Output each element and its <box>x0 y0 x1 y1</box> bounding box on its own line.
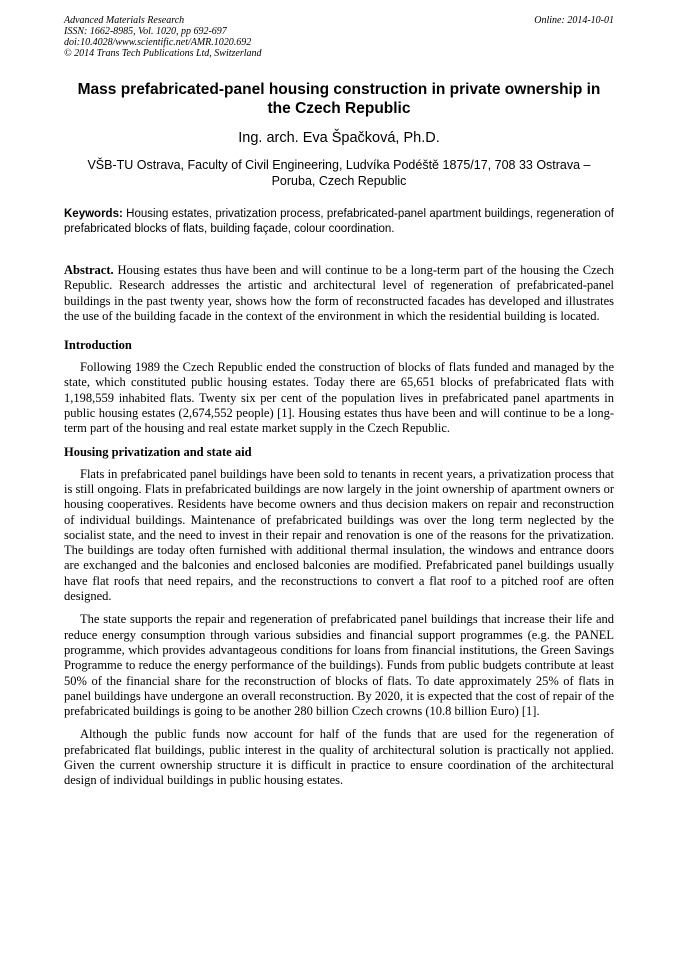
online-date: Online: 2014-10-01 <box>534 15 614 26</box>
section-heading-introduction: Introduction <box>64 338 132 353</box>
copyright-line: © 2014 Trans Tech Publications Ltd, Switzerland <box>64 48 262 59</box>
privatization-paragraph-2: The state supports the repair and regeneration of prefabricated panel buildings that increase their life and reduce energy consumption through various subsidies and financial support programmes (e.g. the PANEL programme, which provides advantageous conditions for loans from financial institutions, the Green Savings Programme to reduce the energy performance of the buildings). Funds from public budgets contribute at least 50% of the financial share for the reconstruction of blocks of flats. To date approximately 25% of flats in panel buildings have undergone an overall reconstruction. By 2020, it is expected that the cost of repair of the prefabricated buildings is going to be another 280 billion Czech crowns (10.8 billion Euro) [1]. <box>64 612 614 719</box>
keywords-text: Housing estates, privatization process, prefabricated-panel apartment buildings, regeneration of prefabricated blocks of flats, building façade, colour coordination. <box>64 208 614 235</box>
journal-name: Advanced Materials Research <box>64 15 185 26</box>
introduction-paragraph: Following 1989 the Czech Republic ended the construction of blocks of flats funded and managed by the state, which constituted public housing estates. Today there are 65,651 blocks of prefabricated flats with 1,198,559 inhabited flats. Twenty six per cent of the population lives in prefabricated panel apartments in public housing estates (2,674,552 people) [1]. Housing estates thus have been and will continue to be a long-term part of the housing and real estate market supply in the Czech Republic. <box>64 360 614 436</box>
keywords-label: Keywords: <box>64 208 123 220</box>
paper-title: Mass prefabricated-panel housing construction in private ownership in the Czech Republic <box>77 81 601 117</box>
keywords <box>64 207 614 237</box>
author-affiliation: VŠB-TU Ostrava, Faculty of Civil Engineering, Ludvíka Podéště 1875/17, 708 33 Ostrava – Poruba, Czech Republic <box>87 158 591 188</box>
author-name: Ing. arch. Eva Špačková, Ph.D. <box>238 130 440 146</box>
paper-body <box>64 263 614 789</box>
privatization-paragraph-3: Although the public funds now account for half of the funds that are used for the regeneration of prefabricated flat buildings, public interest in the quality of architectural solution is practically not applied. Given the current ownership structure it is difficult in practice to ensure coordination of the architectural design of individual buildings in public housing estates. <box>64 727 614 788</box>
section-heading-privatization: Housing privatization and state aid <box>64 444 252 459</box>
abstract-label: Abstract. <box>64 263 114 277</box>
abstract-text: Housing estates thus have been and will continue to be a long-term part of the housing the Czech Republic. Research addresses the artistic and architectural level of regeneration of prefabricated-panel buildings in the past twenty year, shows how the form of reconstructed facades has developed and illustrates the use of the building facade in the context of the environment in which the residential building is located. <box>64 263 614 323</box>
privatization-paragraph-1: Flats in prefabricated panel buildings have been sold to tenants in recent years, a privatization process that is still ongoing. Flats in prefabricated buildings are now largely in the joint ownership of apartment owners or housing cooperatives. Residents have become owners and thus decision makers on repair and reconstruction of individual buildings. Maintenance of prefabricated buildings was over the long term neglected by the socialist state, and the need to invest in their repair and renovation is one of the reasons for the privatization. The buildings are today often furnished with additional thermal insulation, the windows and entrance doors are exchanged and the balconies and enclosed balconies are modified. Prefabricated panel buildings usually have flat roofs that need repairs, and the reconstructions to convert a flat roof to a pitched roof are often designed. <box>64 466 614 604</box>
doi-line: doi:10.4028/www.scientific.net/AMR.1020.692 <box>64 37 252 48</box>
abstract <box>64 263 614 324</box>
running-header <box>64 15 614 59</box>
issn-line: ISSN: 1662-8985, Vol. 1020, pp 692-697 <box>64 26 227 37</box>
journal-info <box>64 15 262 59</box>
